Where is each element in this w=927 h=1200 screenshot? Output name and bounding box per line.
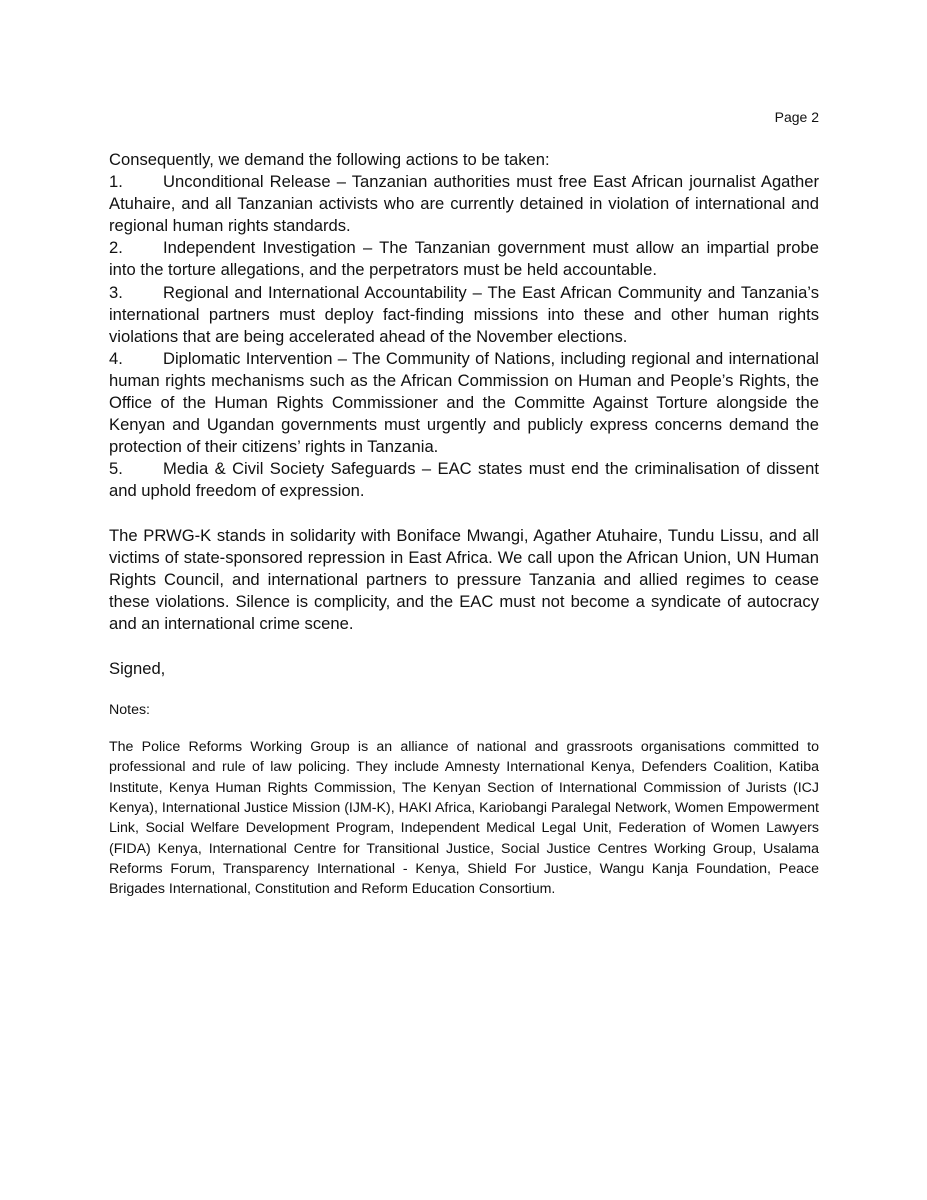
document-body — [109, 149, 819, 899]
signature-line: Signed, — [109, 658, 166, 678]
solidarity-paragraph: The PRWG-K stands in solidarity with Boniface Mwangi, Agather Atuhaire, Tundu Lissu, and all victims of state-sponsored repression in East Africa. We call upon the African Union, UN Human Rights Council, and international partners to pressure Tanzania and allied regimes to cease these violations. Silence is complicity, and the EAC must not become a syndicate of autocracy and an international crime scene. — [109, 525, 819, 633]
demand-item-5 — [109, 458, 819, 502]
demand-text-4: Diplomatic Intervention – The Community of Nations, including regional and international human rights mechanisms such as the African Commission on Human and People’s Rights, the Office of the Human Rights Commissioner and the Committe Against Torture alongside the Kenyan and Ugandan governments must urgently and publicly express concerns demand the protection of their citizens’ rights in Tanzania. — [109, 348, 819, 457]
demand-number-2: 2. — [109, 238, 123, 258]
demand-item-2 — [109, 237, 819, 281]
demand-text-1: Unconditional Release – Tanzanian authorities must free East African journalist Agather Atuhaire, and all Tanzanian activists who are currently detained in violation of international and regional human rights standards. — [109, 172, 819, 236]
demand-text-5: Media & Civil Society Safeguards – EAC states must end the criminalisation of dissent and uphold freedom of expression. — [109, 459, 819, 501]
demands-list — [109, 171, 819, 502]
demand-text-3: Regional and International Accountability – The East African Community and Tanzania’s international partners must deploy fact-finding missions into these and other human rights violations that are being accelerated ahead of the November elections. — [109, 282, 819, 346]
demand-text-2: Independent Investigation – The Tanzanian government must allow an impartial probe into the torture allegations, and the perpetrators must be held accountable. — [109, 238, 819, 280]
demand-number-1: 1. — [109, 172, 123, 192]
demand-item-4 — [109, 348, 819, 458]
demand-number-5: 5. — [109, 459, 123, 479]
demand-number-4: 4. — [109, 348, 123, 368]
demand-item-1 — [109, 171, 819, 237]
demands-intro: Consequently, we demand the following actions to be taken: — [109, 150, 550, 169]
page-number: Page 2 — [774, 109, 819, 125]
notes-paragraph: The Police Reforms Working Group is an alliance of national and grassroots organisations committed to professional and rule of law policing. They include Amnesty International Kenya, Defenders Coalition, Katiba Institute, Kenya Human Rights Commission, The Kenyan Section of International Commission of Jurists (ICJ Kenya), International Justice Mission (IJM-K), HAKI Africa, Kariobangi Paralegal Network, Women Empowerment Link, Social Welfare Development Program, Independent Medical Legal Unit, Federation of Women Lawyers (FIDA) Kenya, International Centre for Transitional Justice, Social Justice Centres Working Group, Usalama Reforms Forum, Transparency International - Kenya, Shield For Justice, Wangu Kanja Foundation, Peace Brigades International, Constitution and Reform Education Consortium. — [109, 739, 819, 898]
demand-item-3 — [109, 282, 819, 348]
demand-number-3: 3. — [109, 282, 123, 302]
notes-heading: Notes: — [109, 702, 151, 719]
